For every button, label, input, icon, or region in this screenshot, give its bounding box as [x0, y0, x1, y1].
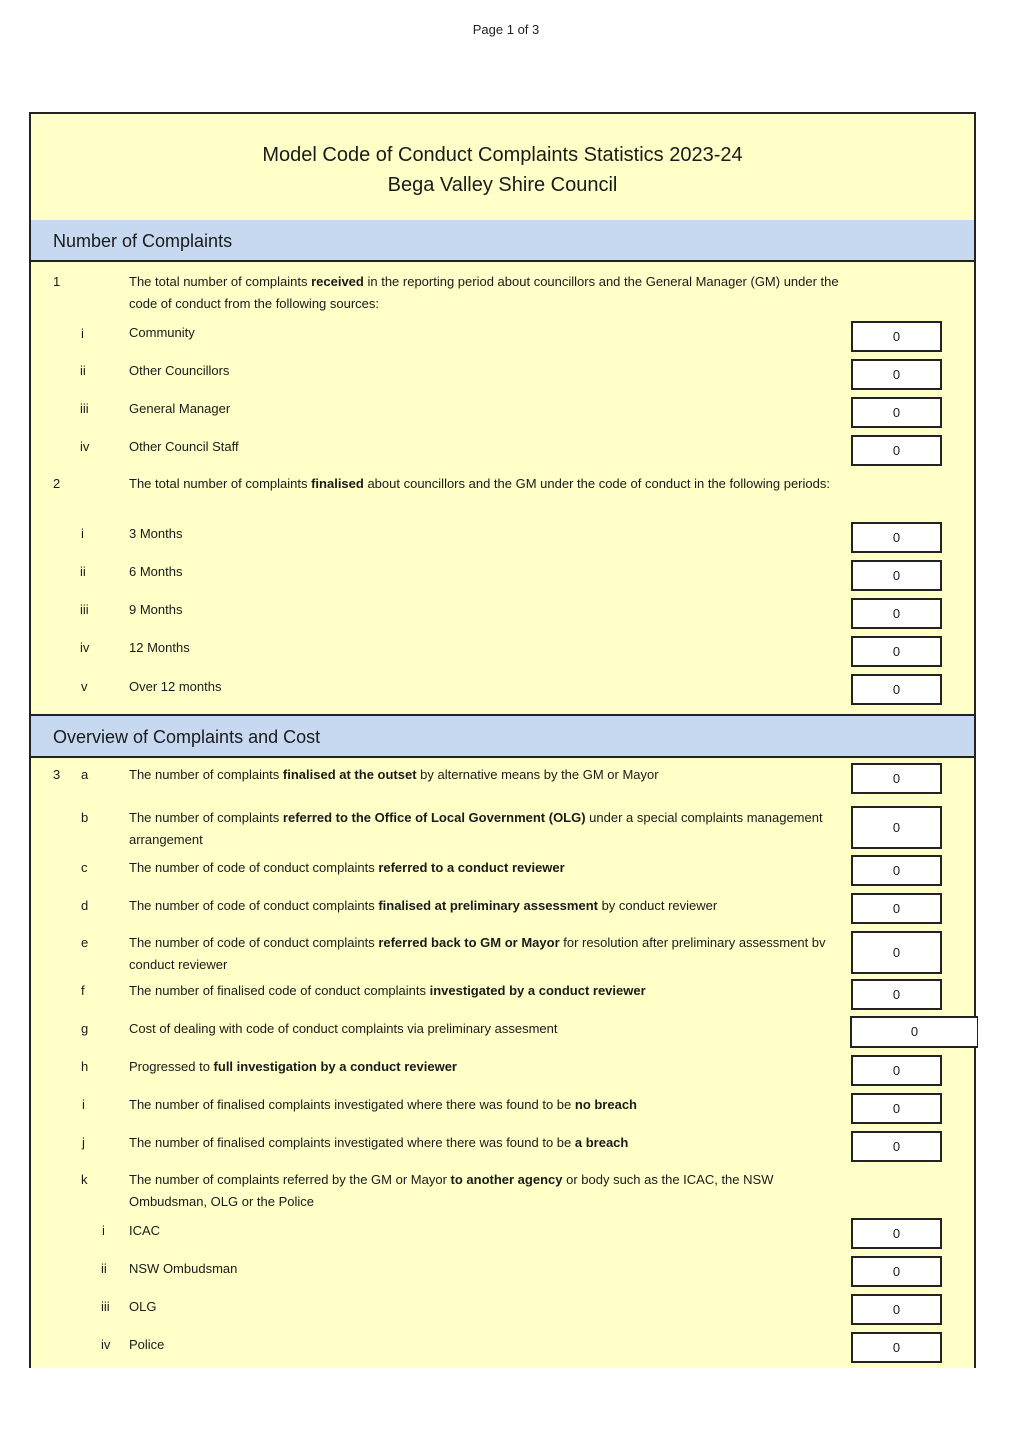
agency-label: ICAC — [129, 1223, 161, 1238]
section-title: Number of Complaints — [53, 231, 233, 251]
section-title: Overview of Complaints and Cost — [53, 727, 321, 747]
item-letter: b — [81, 810, 89, 825]
item-number: i — [81, 526, 84, 541]
value-field[interactable]: 0 — [851, 522, 942, 553]
value-field[interactable]: 0 — [851, 636, 942, 667]
value-field[interactable]: 0 — [851, 1093, 942, 1124]
item-label: 12 Months — [129, 640, 190, 655]
item-number: i — [81, 326, 84, 341]
value-field[interactable]: 0 — [851, 1218, 942, 1249]
item-number: iv — [80, 640, 90, 655]
value-field[interactable]: 0 — [851, 560, 942, 591]
item-text: The number of complaints finalised at the outset by alternative means by the GM or Mayor — [129, 767, 659, 782]
item-number: ii — [80, 363, 86, 378]
item-letter: k — [81, 1172, 88, 1187]
value-field[interactable]: 0 — [851, 321, 942, 352]
item-text: Progressed to full investigation by a conduct reviewer — [129, 1059, 457, 1074]
item-letter: e — [81, 935, 89, 950]
question-number: 1 — [53, 274, 61, 289]
value-field[interactable]: 0 — [851, 1332, 942, 1363]
item-label: General Manager — [129, 401, 231, 416]
item-label: 6 Months — [129, 564, 183, 579]
item-letter: d — [81, 898, 89, 913]
question-2-text: The total number of complaints finalised about councillors and the GM under the code of conduct in the following periods: — [129, 476, 830, 491]
item-text: The number of code of conduct complaints finalised at preliminary assessment by conduct reviewer — [129, 898, 718, 913]
item-letter: c — [81, 860, 88, 875]
item-number: iv — [80, 439, 90, 454]
value-field[interactable]: 0 — [851, 1294, 942, 1325]
agency-label: NSW Ombudsman — [129, 1261, 238, 1276]
value-field[interactable]: 0 — [851, 806, 942, 849]
item-letter: i — [82, 1097, 85, 1112]
question-1-text: The total number of complaints received in the reporting period about councillors and the General Manager (GM) under the code of conduct from the following sources: — [129, 274, 839, 311]
value-field[interactable]: 0 — [851, 979, 942, 1010]
item-text: The number of code of conduct complaints referred to a conduct reviewer — [129, 860, 565, 875]
value-field[interactable]: 0 — [851, 598, 942, 629]
page-number: Page 1 of 3 — [472, 22, 540, 37]
agency-number: iv — [101, 1337, 111, 1352]
agency-label: OLG — [129, 1299, 157, 1314]
value-field[interactable]: 0 — [851, 893, 942, 924]
item-text: The number of complaints referred by the GM or Mayor to another agency or body such as the ICAC, the NSW Ombudsman, OLG or the Police — [129, 1172, 774, 1209]
value-field[interactable]: 0 — [851, 397, 942, 428]
value-field[interactable]: 0 — [851, 1055, 942, 1086]
item-letter: j — [82, 1135, 85, 1150]
item-label: Over 12 months — [129, 679, 222, 694]
item-text: The number of finalised complaints investigated where there was found to be no breach — [129, 1097, 637, 1112]
value-field[interactable]: 0 — [851, 435, 942, 466]
council-name: Bega Valley Shire Council — [387, 174, 618, 196]
item-label: 3 Months — [129, 526, 183, 541]
item-label: Other Council Staff — [129, 439, 239, 454]
item-letter: g — [81, 1021, 89, 1036]
agency-number: i — [102, 1223, 105, 1238]
question-number: 2 — [53, 476, 61, 491]
section-header-overview — [31, 714, 974, 758]
item-text: The number of finalised code of conduct complaints investigated by a conduct reviewer — [129, 983, 646, 998]
item-label: 9 Months — [129, 602, 183, 617]
item-text: The number of complaints referred to the Office of Local Government (OLG) under a special complaints management arrangement — [129, 810, 823, 847]
form-title: Model Code of Conduct Complaints Statistics 2023-24 — [262, 144, 743, 166]
item-letter: h — [81, 1059, 89, 1074]
agency-label: Police — [129, 1337, 165, 1352]
item-number: ii — [80, 564, 86, 579]
agency-number: iii — [101, 1299, 110, 1314]
agency-number: ii — [101, 1261, 107, 1276]
title-block — [31, 114, 974, 222]
value-field[interactable]: 0 — [851, 855, 942, 886]
value-field[interactable]: 0 — [851, 1256, 942, 1287]
item-number: v — [81, 679, 88, 694]
value-field[interactable]: 0 — [851, 931, 942, 974]
statistics-form — [29, 112, 976, 1368]
cost-field[interactable]: 0 — [850, 1016, 978, 1048]
item-letter: a — [81, 767, 89, 782]
item-label: Other Councillors — [129, 363, 230, 378]
section-header-number-of-complaints — [31, 220, 974, 262]
item-text: The number of code of conduct complaints referred back to GM or Mayor for resolution after preliminary assessment bv conduct reviewer — [129, 935, 826, 972]
item-number: iii — [80, 602, 89, 617]
value-field[interactable]: 0 — [851, 359, 942, 390]
item-letter: f — [81, 983, 85, 998]
item-number: iii — [80, 401, 89, 416]
item-text: Cost of dealing with code of conduct complaints via preliminary assesment — [129, 1021, 558, 1036]
item-text: The number of finalised complaints investigated where there was found to be a breach — [129, 1135, 629, 1150]
question-number: 3 — [53, 767, 61, 782]
item-label: Community — [129, 325, 195, 340]
value-field[interactable]: 0 — [851, 1131, 942, 1162]
value-field[interactable]: 0 — [851, 674, 942, 705]
value-field[interactable]: 0 — [851, 763, 942, 794]
